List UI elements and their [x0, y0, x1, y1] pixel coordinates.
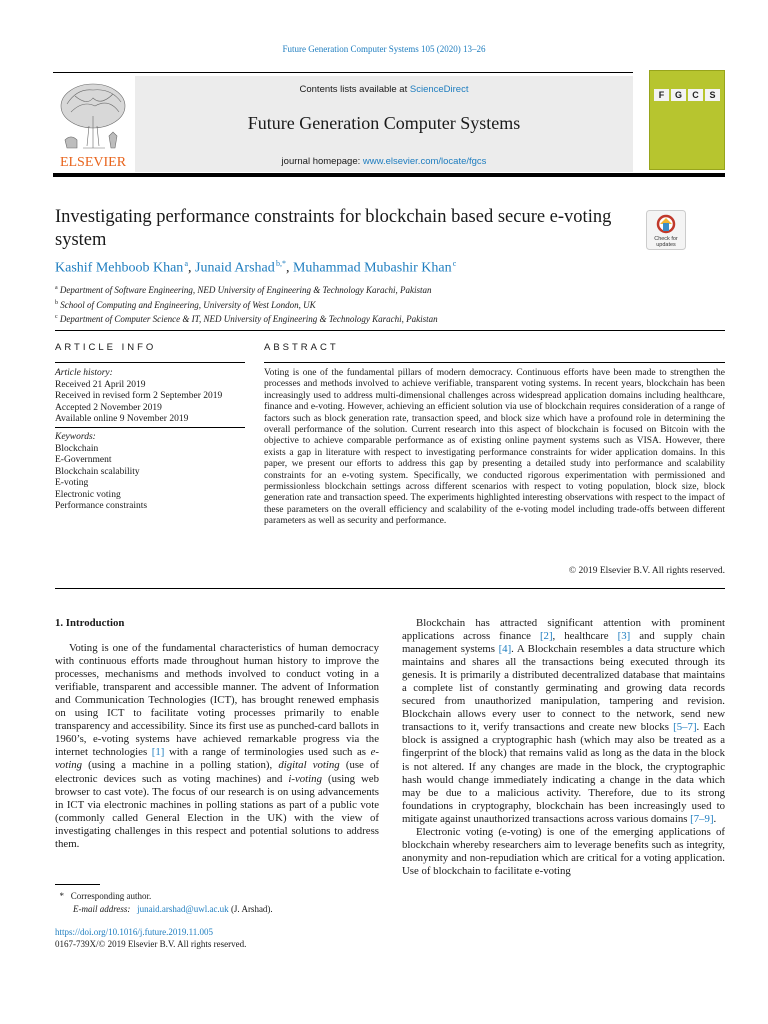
- footnote-line: [55, 890, 273, 903]
- section-heading-introduction: 1. Introduction: [55, 617, 125, 629]
- journal-homepage-link[interactable]: www.elsevier.com/locate/fgcs: [362, 156, 487, 167]
- doi-block: [55, 926, 246, 950]
- author-name[interactable]: Junaid Arshad: [195, 260, 275, 276]
- cover-letter: S: [705, 89, 720, 101]
- article-info-heading: ARTICLE INFO: [55, 342, 157, 353]
- paragraph-term: digital voting: [278, 759, 340, 772]
- citation-link[interactable]: [3]: [617, 630, 631, 643]
- history-label: Article history:: [55, 368, 113, 378]
- paragraph-text: (use of electronic devices such as voting machines) and: [55, 759, 379, 785]
- author-affiliation-mark[interactable]: b,*: [275, 259, 286, 268]
- author-name[interactable]: Kashif Mehboob Khan: [55, 260, 184, 276]
- citation-link[interactable]: [5–7]: [673, 721, 697, 734]
- history-item: Received in revised form 2 September 2019: [55, 391, 223, 401]
- affiliations: [55, 282, 438, 326]
- affiliation-mark: a: [55, 285, 58, 291]
- body-column-left: [55, 617, 379, 851]
- keyword: Blockchain scalability: [55, 466, 140, 477]
- affiliation-mark: b: [55, 299, 58, 306]
- paragraph-text: . A Blockchain resembles a data structure which maintains and shares all the transactions being executed through its genesis. It is primarily a distributed decentralized database that maintains a complete list of constantly germinating and growing data records secured from unauthorized manipulation, tampering and revision. Blockchain allows every user to connect to the network, send new transactions to it, verify transactions and create new blocks: [402, 643, 725, 734]
- cover-letter: C: [688, 89, 703, 101]
- paragraph-text: . Each block is assigned a cryptographic hash (which may also be treated as a fingerprint of the block) that remains valid as long as the data in the block is not altered. If any changes are made in the block, the cryptographic hash would change immediately indicating a change in the data which may be due to a malicious activity. Therefore, due to its strong foundations in cryptography, blockchain has been increasingly used to mitigate against unauthorized transactions across various domains: [402, 721, 726, 825]
- paragraph-text: and supply chain management systems: [402, 630, 726, 656]
- paragraph-text: (using a machine in a polling station),: [82, 759, 279, 772]
- body-paragraph: [55, 642, 379, 851]
- crossmark-label: Check for updates: [654, 236, 678, 248]
- homepage-prefix: journal homepage:: [281, 156, 363, 167]
- crossmark-icon: [646, 210, 686, 250]
- history-item: Available online 9 November 2019: [55, 414, 189, 424]
- paragraph-text: (using web browser to cast vote). The focus of our research is on using advancements in ICT via electronic machines in polling stations as part of a public vote (commonly called General Election in the UK) with the view of investigating challenges in this respect and potential solutions to address them.: [55, 772, 379, 850]
- front-matter-rule: [55, 330, 725, 331]
- sciencedirect-link[interactable]: ScienceDirect: [409, 84, 469, 95]
- footnote-rule: [55, 884, 100, 885]
- keywords-label: Keywords:: [55, 432, 96, 442]
- history-keywords-divider: [55, 427, 245, 428]
- masthead-bottom-rule: [53, 173, 725, 177]
- citation-link[interactable]: [4]: [498, 643, 512, 656]
- elsevier-logo[interactable]: [53, 76, 133, 170]
- affiliation-text: Department of Software Engineering, NED University of Engineering & Technology Karachi, Pakistan: [59, 285, 432, 295]
- paragraph-text: .: [713, 812, 717, 825]
- contents-line: [135, 84, 633, 95]
- affiliation-line: [55, 282, 438, 297]
- cover-title-band: [654, 89, 720, 101]
- history-item: Accepted 2 November 2019: [55, 402, 162, 413]
- masthead-box: [135, 76, 633, 172]
- history-item: Received 21 April 2019: [55, 379, 146, 390]
- citation-link[interactable]: [1]: [151, 746, 165, 759]
- abstract-copyright: © 2019 Elsevier B.V. All rights reserved.: [568, 566, 725, 576]
- contents-prefix: Contents lists available at: [299, 84, 410, 95]
- elsevier-wordmark: ELSEVIER: [59, 155, 127, 170]
- affiliation-text: School of Computing and Engineering, University of West London, UK: [60, 299, 316, 310]
- article-history: [55, 368, 245, 426]
- footnote-star: *: [59, 891, 64, 901]
- keyword: Electronic voting: [55, 489, 121, 500]
- body-paragraph: Electronic voting (e-voting) is one of the emerging applications of blockchain whereby researchers aim to leverage benefits such as integrity, anonymity and non-repudiation which are critical for a voting application. Use of blockchain to facilitate e-voting: [402, 825, 725, 877]
- keyword: E-Government: [55, 455, 112, 465]
- paragraph-text: Blockchain has attracted significant attention with prominent applications across finance: [402, 617, 725, 643]
- citation-link[interactable]: [2]: [539, 630, 553, 643]
- abstract-bottom-rule: [55, 588, 725, 589]
- abstract-text: Voting is one of the fundamental pillars of modern democracy. Continuous efforts have been made to strengthen the processes and methods involved to achieve verifiable, transparent voting systems. In recent years, blockchain has been increasingly used to address multi-dimensional challenges across widespread application domains including healthcare, finance and e-voting. However, achieving an efficient solution via use of blockchain requires consideration of a range of factors such as block generation rate, transaction speed, and block size which have a profound role in determining the overall performance of the solution. Current research into this aspect of blockchain is focused on Bitcoin with the objective to achieve comparable performance as of existing online payment systems such as VISA. However, there exists a gap in literature with respect to investigating performance constraints for wider application domains. In this paper, we present our efforts to address this gap by presenting a detailed study into performance and scalability constraints for an e-voting system. Specifically, we conducted rigorous experimentation with permissioned and permissionless blockchain settings across different scenarios with respect to voting population, block size, block generation rate and transaction speed. The experiments highlighted interesting observations with respect to the impact of these parameters on the overall efficiency and scalability of the e-voting model including trade-offs between different parameters as well as security and performance.: [264, 368, 725, 527]
- author-affiliation-mark[interactable]: a: [184, 259, 189, 268]
- check-for-updates-badge[interactable]: [646, 210, 686, 250]
- affiliation-mark: c: [55, 314, 58, 320]
- elsevier-tree-icon: [53, 76, 133, 170]
- paragraph-text: with a range of terminologies used such as: [164, 746, 371, 759]
- keyword: E-voting: [55, 478, 89, 488]
- paragraph-term: e-voting: [55, 746, 379, 772]
- abstract-heading: ABSTRACT: [264, 342, 339, 353]
- email-suffix: (J. Arshad).: [228, 903, 273, 914]
- author-name[interactable]: Muhammad Mubashir Khan: [292, 260, 452, 276]
- footnote-text: Corresponding author.: [70, 891, 152, 901]
- body-column-right: [402, 617, 725, 878]
- keywords: [55, 432, 245, 513]
- author-affiliation-mark[interactable]: c: [452, 259, 457, 268]
- running-head[interactable]: [0, 44, 768, 54]
- author-list: Kashif Mehboob Khan $^a$, Junaid Arshad $^{b,*}$, Muhammad Mubashir Khan $^c$: [55, 259, 457, 276]
- paragraph-term: i-voting: [288, 772, 322, 785]
- footnote-line: [55, 903, 273, 916]
- article-title: Investigating performance constraints for blockchain based secure e-voting system: [55, 207, 612, 250]
- email-label: E-mail address:: [73, 903, 131, 914]
- paragraph-text: , healthcare: [552, 630, 618, 643]
- paragraph-text: Voting is one of the fundamental characteristics of human democracy with continuous efforts made throughout human history to improve the processes, mechanisms and methods involved to conduct voting in a verifiable, transparent and accessible manner. The advent of Information and Communication Technologies (ICT), has brought renewed emphasis on using ICT to facilitate voting processes primarily to enable transparency and accessibility. Since its first use as punched-card ballots in 1960’s, e-voting systems have achieved remarkable progress via the internet technologies: [55, 642, 380, 759]
- abstract-rule: [264, 362, 725, 363]
- citation-link[interactable]: [7–9]: [690, 812, 714, 825]
- journal-masthead: [53, 70, 725, 172]
- affiliation-line: [55, 297, 438, 312]
- masthead-top-rule: [53, 72, 633, 73]
- article-info-rule: [55, 362, 245, 363]
- affiliation-line: [55, 311, 438, 326]
- cover-letter: G: [671, 89, 686, 101]
- homepage-line: [135, 156, 633, 167]
- keyword: Blockchain: [55, 443, 99, 454]
- cover-letter: F: [654, 89, 669, 101]
- keyword: Performance constraints: [55, 501, 148, 511]
- journal-cover-thumbnail[interactable]: [649, 70, 725, 170]
- affiliation-text: Department of Computer Science & IT, NED University of Engineering & Technology Karachi, Pakistan: [59, 314, 438, 324]
- journal-title: Future Generation Computer Systems: [247, 113, 521, 133]
- issn-copyright-line: 0167-739X/© 2019 Elsevier B.V. All rights reserved.: [55, 939, 247, 949]
- doi-link[interactable]: https://doi.org/10.1016/j.future.2019.11.005: [55, 927, 213, 937]
- author-email-link[interactable]: junaid.arshad@uwl.ac.uk: [137, 903, 229, 914]
- body-paragraph: [402, 617, 725, 826]
- corresponding-author-footnote: [55, 890, 273, 915]
- running-head-link[interactable]: Future Generation Computer Systems 105 (2020) 13–26: [282, 44, 486, 54]
